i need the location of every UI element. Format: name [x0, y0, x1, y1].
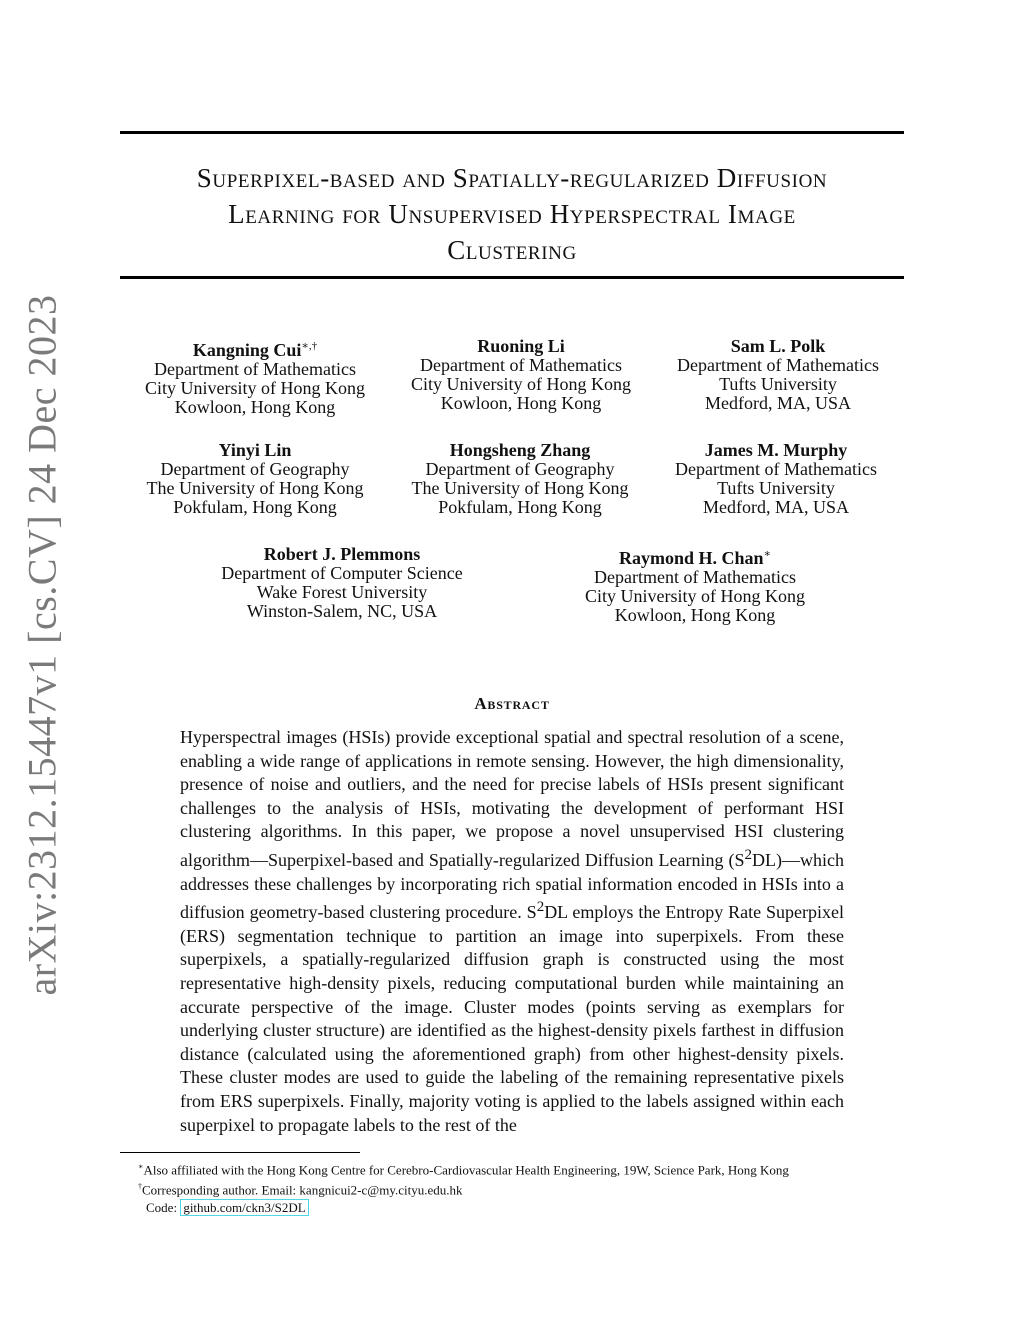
paper-title [120, 160, 904, 268]
author-department: Department of Geography [160, 459, 350, 479]
author-department: Department of Geography [425, 459, 615, 479]
author-institution: City University of Hong Kong [145, 378, 365, 398]
author-location: Winston-Salem, NC, USA [246, 601, 438, 621]
author-institution: City University of Hong Kong [585, 586, 805, 606]
author-department: Department of Mathematics [675, 459, 877, 479]
author-location: Kowloon, Hong Kong [174, 397, 336, 417]
author-name: Sam L. Polk [730, 336, 826, 356]
arxiv-identifier: arXiv:2312.15447v1 [cs.CV] 24 Dec 2023 [19, 294, 65, 996]
abstract-body: Hyperspectral images (HSIs) provide exceptional spatial and spectral resolution of a scene, enabling a wide range of applications in remote sensing. However, the high dimensionality, presence of noise and outliers, and the need for precise labels of HSIs present significant challenges to the analysis of HSIs, motivating the development of performant HSI clustering algorithms. In this paper, we propose a novel unsupervised HSI clustering algorithm—Superpixel-based and Spatially-regularized Diffusion Learning $(S^2DL)—which$ addresses these challenges by incorporating rich spatial information encoded in HSIs into a diffusion geometry-based clustering procedure. $S^2DL$ employs the Entropy Rate Superpixel (ERS) segmentation technique to partition an image into superpixels. From these superpixels, a spatially-regularized diffusion graph is constructed using the most representative high-density pixels, reducing computational burden while maintaining an accurate perspective of the image. Cluster modes (points serving as exemplars for underlying cluster structure) are identified as the highest-density pixels farthest in diffusion distance (calculated using the aforementioned graph) from other highest-density pixels. These cluster modes are used to guide the labeling of the remaining representative pixels from ERS superpixels. Finally, majority voting is applied to the labels assigned within each superpixel to propagate labels to the rest of the [180, 727, 844, 1135]
author-name: Yinyi Lin [218, 440, 292, 460]
author-block [412, 441, 629, 517]
title-line-2: Learning for Unsupervised Hyperspectral Image [228, 199, 796, 229]
author-location: Kowloon, Hong Kong [614, 605, 776, 625]
author-name: Hongsheng Zhang [449, 440, 591, 460]
author-name: Kangning Cui∗,† [192, 340, 318, 360]
footnote-code [138, 1199, 918, 1216]
author-block [411, 337, 631, 413]
author-block [677, 337, 879, 413]
author-name: Ruoning Li [477, 336, 565, 356]
title-line-3: Clustering [447, 235, 577, 265]
author-institution: City University of Hong Kong [411, 374, 631, 394]
author-block [221, 545, 462, 621]
author-institution: The University of Hong Kong [411, 478, 629, 498]
abstract-heading: Abstract [474, 694, 550, 713]
author-institution: Tufts University [719, 374, 837, 394]
author-location: Pokfulam, Hong Kong [438, 497, 602, 517]
title-line-1: Superpixel-based and Spatially-regularized Diffusion [196, 163, 828, 193]
footnote-rule [120, 1152, 360, 1153]
author-block [675, 441, 877, 517]
footnote-affiliation: ∗Also affiliated with the Hong Kong Centre for Cerebro-Cardiovascular Health Engineering, 19W, Science Park, Hong Kong [138, 1162, 789, 1178]
author-marks: ∗,† [301, 340, 318, 352]
author-location: Medford, MA, USA [703, 497, 849, 517]
code-link[interactable]: github.com/ckn3/S2DL [180, 1199, 308, 1216]
author-marks: ∗ [763, 548, 772, 560]
author-department: Department of Computer Science [221, 563, 463, 583]
title-top-rule [120, 131, 904, 134]
author-name: Raymond H. Chan∗ [618, 548, 772, 568]
author-block [585, 545, 805, 625]
author-block [145, 337, 365, 417]
author-name: James M. Murphy [704, 440, 848, 460]
author-institution: Wake Forest University [256, 582, 428, 602]
footnotes [138, 1158, 918, 1216]
author-institution: Tufts University [717, 478, 835, 498]
author-location: Medford, MA, USA [705, 393, 851, 413]
author-name: Robert J. Plemmons [263, 544, 421, 564]
title-bottom-rule [120, 276, 904, 279]
author-institution: The University of Hong Kong [146, 478, 364, 498]
author-location: Kowloon, Hong Kong [440, 393, 602, 413]
author-department: Department of Mathematics [420, 355, 622, 375]
author-location: Pokfulam, Hong Kong [173, 497, 337, 517]
footnote-corresponding: †Corresponding author. Email: kangnicui2-c@my.cityu.edu.hk [138, 1182, 463, 1198]
author-department: Department of Mathematics [677, 355, 879, 375]
author-department: Department of Mathematics [594, 567, 796, 587]
code-label: Code: [146, 1199, 178, 1215]
author-department: Department of Mathematics [154, 359, 356, 379]
author-block [147, 441, 364, 517]
